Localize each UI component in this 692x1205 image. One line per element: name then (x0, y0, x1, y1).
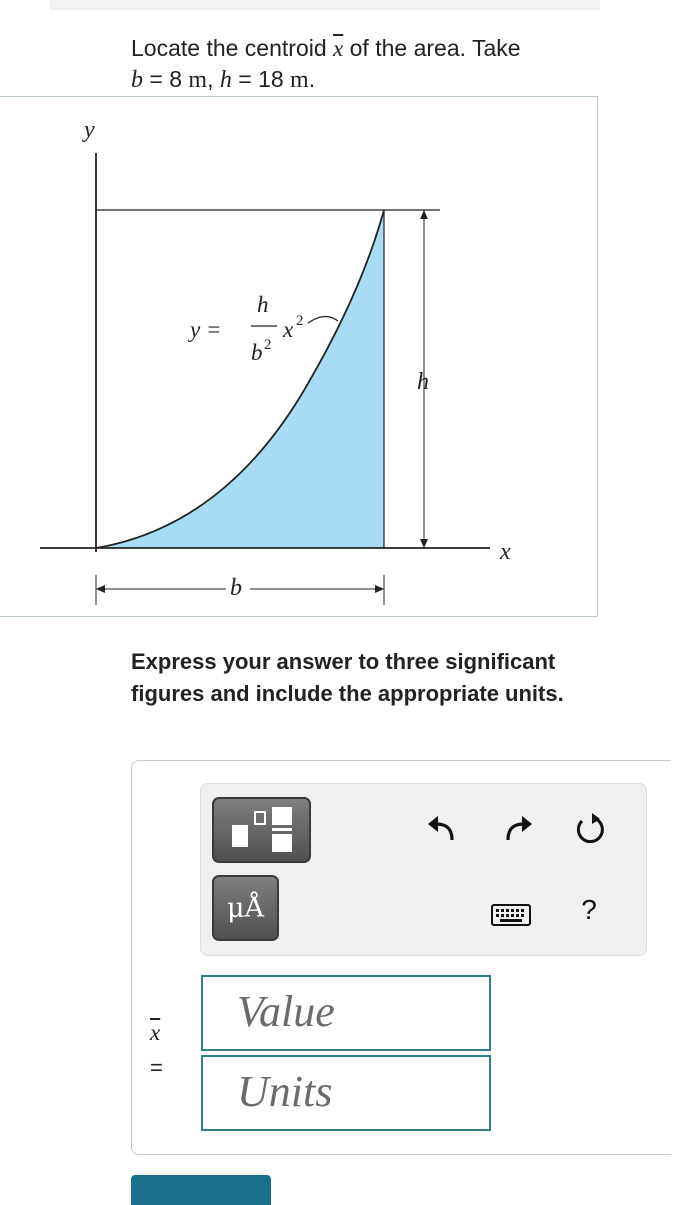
problem-text-rest: of the area. Take (343, 35, 521, 61)
answer-variable: $\overline{x}$ (150, 1020, 161, 1045)
reset-icon[interactable] (572, 812, 608, 846)
width-label: b (230, 575, 242, 601)
x-axis-label: x (500, 539, 511, 565)
problem-line-2 (131, 64, 521, 96)
equation-leader (308, 316, 338, 323)
equation-variable-exp: 2 (296, 313, 304, 329)
answer-equals: = (150, 1055, 163, 1080)
given-b-eq: = 8 (143, 66, 189, 92)
problem-figure (0, 96, 598, 617)
submit-button[interactable] (131, 1175, 271, 1205)
problem-text: Locate the centroid (131, 35, 334, 61)
template-block-icon (232, 825, 248, 847)
height-arrow-top (420, 210, 428, 219)
answer-instructions: Express your answer to three significant figures and include the appropriate units. (131, 649, 564, 706)
value-input[interactable]: Value (201, 975, 491, 1051)
problem-line-1 (131, 33, 521, 64)
equation-denominator: b (251, 340, 263, 365)
given-b-var: b (131, 67, 143, 93)
redo-icon[interactable] (500, 812, 536, 846)
keyboard-glyph-icon (491, 903, 531, 927)
units-input[interactable]: Units (201, 1055, 491, 1131)
shaded-area (96, 210, 384, 548)
equation-lhs: y = (190, 317, 222, 342)
given-sep: , (207, 66, 220, 92)
templates-button[interactable] (212, 797, 311, 863)
undo-arrow-icon (424, 812, 460, 846)
given-end: . (308, 66, 316, 92)
problem-statement (131, 33, 521, 96)
keyboard-icon[interactable] (491, 901, 531, 925)
template-superscript-box (254, 811, 266, 825)
width-arrow-right (375, 585, 384, 593)
area-diagram (0, 97, 598, 618)
reset-circle-icon (572, 812, 608, 846)
equation-variable: x (283, 317, 294, 342)
template-fraction-top (272, 807, 292, 825)
given-h-eq: = 18 (231, 66, 291, 92)
given-h-unit: m (290, 67, 309, 93)
template-fraction-bottom (272, 834, 292, 852)
template-fraction-bar (272, 828, 292, 831)
width-arrow-left (96, 585, 105, 593)
height-arrow-bottom (420, 539, 428, 548)
given-h-var: h (219, 67, 232, 93)
help-button[interactable]: ? (581, 894, 597, 925)
equation-numerator: h (257, 292, 269, 317)
centroid-symbol: $\overline{x}$ (333, 36, 344, 61)
undo-icon[interactable] (424, 812, 460, 846)
equation-denominator-exp: 2 (264, 337, 272, 353)
given-b-unit: m (188, 67, 208, 93)
redo-arrow-icon (500, 812, 536, 846)
top-bar (50, 0, 600, 10)
units-button[interactable]: μÅ (212, 875, 279, 941)
height-label: h (417, 369, 429, 395)
y-axis-label: y (84, 117, 95, 143)
